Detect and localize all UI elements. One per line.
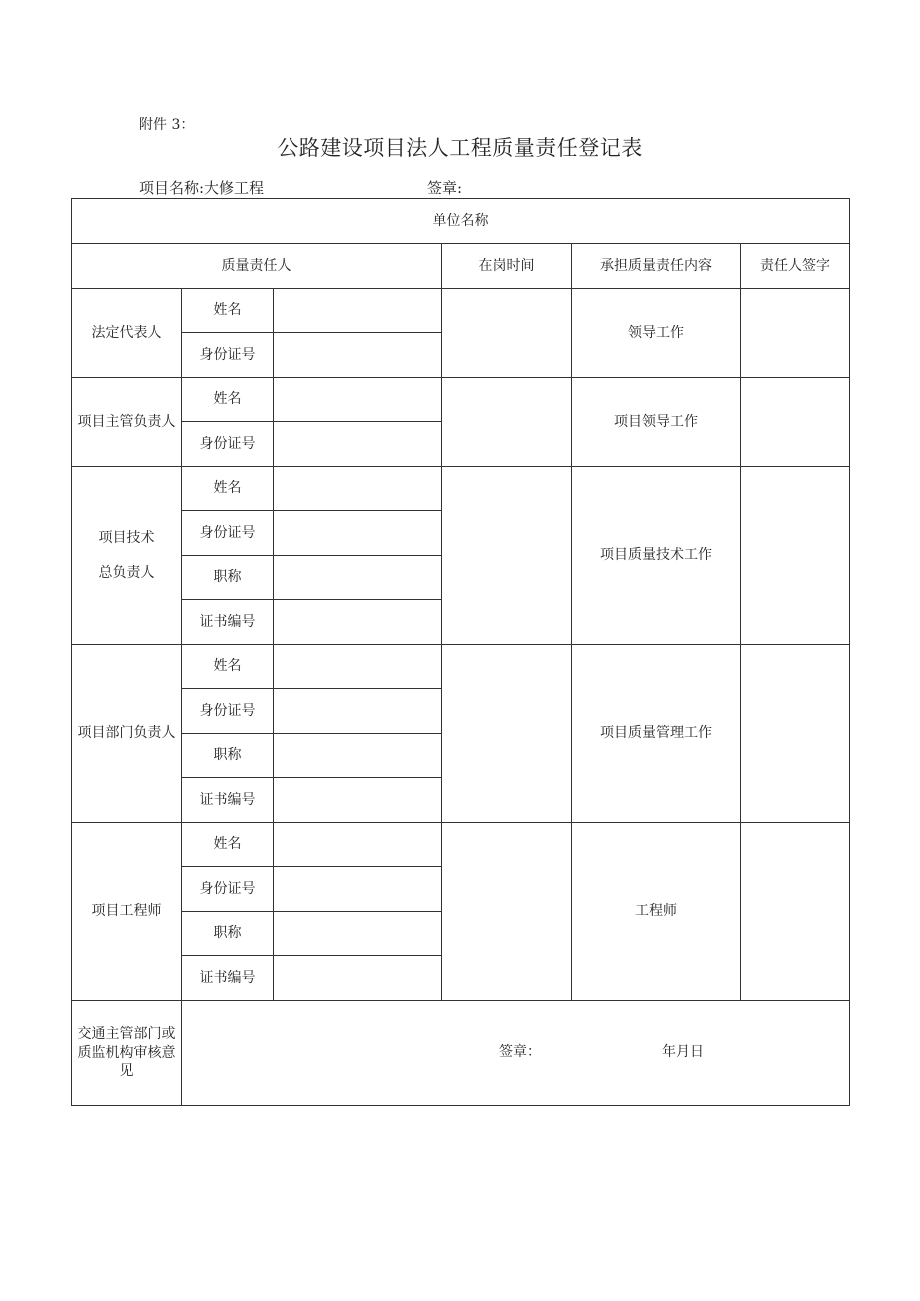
col-responsibility-content: 承担质量责任内容 bbox=[572, 244, 741, 289]
table-row bbox=[72, 289, 850, 333]
field-value[interactable] bbox=[274, 378, 442, 422]
field-label: 姓名 bbox=[182, 289, 274, 333]
table-row bbox=[72, 467, 850, 511]
field-label: 身份证号 bbox=[182, 511, 274, 556]
role-project-supervisor: 项目主管负责人 bbox=[72, 378, 182, 467]
field-label: 职称 bbox=[182, 556, 274, 600]
unit-name-label: 单位名称 bbox=[72, 199, 850, 244]
field-value[interactable] bbox=[274, 823, 442, 867]
col-responsible-person: 质量责任人 bbox=[72, 244, 442, 289]
on-post-time-cell[interactable] bbox=[442, 467, 572, 645]
review-date-label: 年月日 bbox=[662, 1044, 704, 1060]
field-value[interactable] bbox=[274, 956, 442, 1001]
role-line: 项目技术 bbox=[98, 529, 155, 546]
field-value[interactable] bbox=[274, 467, 442, 511]
signature-cell[interactable] bbox=[741, 645, 850, 823]
seal-label: 签章: bbox=[427, 179, 463, 197]
field-value[interactable] bbox=[274, 912, 442, 956]
field-value[interactable] bbox=[274, 867, 442, 912]
role-project-engineer: 项目工程师 bbox=[72, 823, 182, 1001]
field-value[interactable] bbox=[274, 333, 442, 378]
registration-table bbox=[71, 198, 850, 1106]
field-value[interactable] bbox=[274, 511, 442, 556]
on-post-time-cell[interactable] bbox=[442, 823, 572, 1001]
field-value[interactable] bbox=[274, 689, 442, 734]
field-label: 身份证号 bbox=[182, 867, 274, 912]
field-label: 职称 bbox=[182, 734, 274, 778]
field-label: 姓名 bbox=[182, 645, 274, 689]
field-value[interactable] bbox=[274, 778, 442, 823]
review-label: 交通主管部门或质监机构审核意见 bbox=[72, 1001, 182, 1106]
review-opinion-cell[interactable] bbox=[182, 1001, 850, 1106]
field-label: 身份证号 bbox=[182, 333, 274, 378]
field-value[interactable] bbox=[274, 556, 442, 600]
signature-cell[interactable] bbox=[741, 467, 850, 645]
review-row bbox=[72, 1001, 850, 1106]
role-department-head: 项目部门负责人 bbox=[72, 645, 182, 823]
table-row bbox=[72, 645, 850, 689]
table-row bbox=[72, 823, 850, 867]
project-name-label: 项目名称:大修工程 bbox=[139, 179, 265, 197]
responsibility-content: 领导工作 bbox=[572, 289, 741, 378]
field-label: 职称 bbox=[182, 912, 274, 956]
field-label: 身份证号 bbox=[182, 422, 274, 467]
role-technical-chief bbox=[72, 467, 182, 645]
role-legal-representative: 法定代表人 bbox=[72, 289, 182, 378]
field-value[interactable] bbox=[274, 422, 442, 467]
role-line: 总负责人 bbox=[98, 564, 155, 581]
field-label: 证书编号 bbox=[182, 600, 274, 645]
field-label: 证书编号 bbox=[182, 778, 274, 823]
unit-name-row bbox=[72, 199, 850, 244]
attachment-label: 附件 3： bbox=[139, 117, 195, 133]
field-value[interactable] bbox=[274, 734, 442, 778]
field-label: 姓名 bbox=[182, 467, 274, 511]
on-post-time-cell[interactable] bbox=[442, 378, 572, 467]
col-signature: 责任人签字 bbox=[741, 244, 850, 289]
page-title: 公路建设项目法人工程质量责任登记表 bbox=[277, 136, 643, 160]
signature-cell[interactable] bbox=[741, 289, 850, 378]
responsibility-content: 项目质量技术工作 bbox=[572, 467, 741, 645]
on-post-time-cell[interactable] bbox=[442, 289, 572, 378]
review-seal-label: 签章： bbox=[499, 1044, 541, 1060]
responsibility-content: 项目领导工作 bbox=[572, 378, 741, 467]
signature-cell[interactable] bbox=[741, 823, 850, 1001]
table-row bbox=[72, 378, 850, 422]
field-label: 姓名 bbox=[182, 823, 274, 867]
responsibility-content: 工程师 bbox=[572, 823, 741, 1001]
field-label: 证书编号 bbox=[182, 956, 274, 1001]
on-post-time-cell[interactable] bbox=[442, 645, 572, 823]
field-value[interactable] bbox=[274, 645, 442, 689]
responsibility-content: 项目质量管理工作 bbox=[572, 645, 741, 823]
field-value[interactable] bbox=[274, 600, 442, 645]
field-label: 身份证号 bbox=[182, 689, 274, 734]
col-on-post-time: 在岗时间 bbox=[442, 244, 572, 289]
signature-cell[interactable] bbox=[741, 378, 850, 467]
field-label: 姓名 bbox=[182, 378, 274, 422]
field-value[interactable] bbox=[274, 289, 442, 333]
header-row bbox=[72, 244, 850, 289]
